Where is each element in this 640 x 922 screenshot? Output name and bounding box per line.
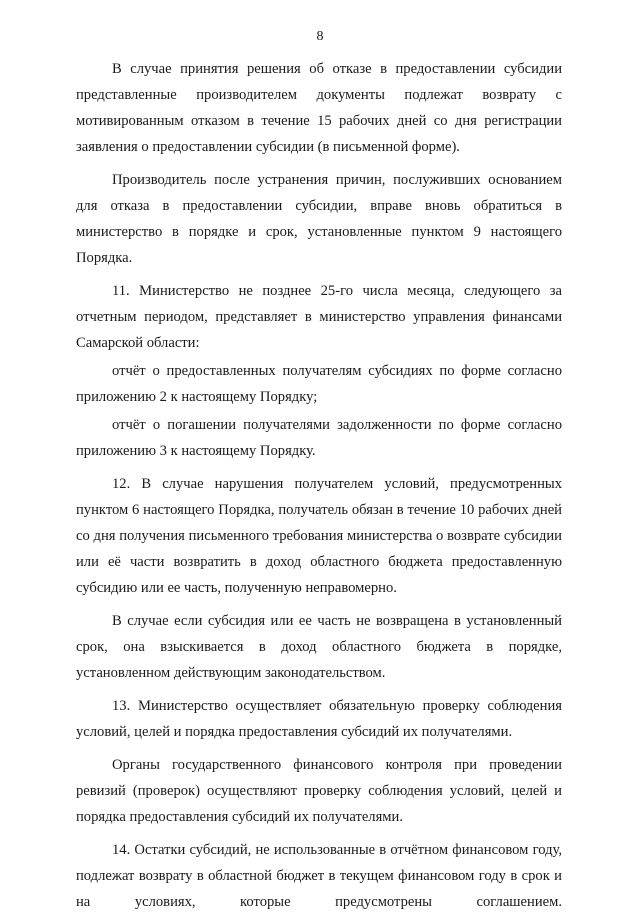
paragraph-financial-control: Органы государственного финансового контроля при проведении ревизий (проверок) осуществляют проверку соблюдения условий, целей и порядка предоставления субсидий их получателями. bbox=[76, 757, 562, 825]
paragraph-item-11: 11. Министерство не позднее 25-го числа месяца, следующего за отчетным периодом, представляет в министерство управления финансами Самарской области: bbox=[76, 283, 562, 351]
paragraph-item-13: 13. Министерство осуществляет обязательную проверку соблюдения условий, целей и порядка предоставления субсидий их получателями. bbox=[76, 698, 562, 740]
document-body bbox=[76, 56, 562, 922]
paragraph-item-14: 14. Остатки субсидий, не использованные в отчётном финансовом году, подлежат возврату в областной бюджет в текущем финансовом году в срок и на условиях, которые предусмотрены соглашением. bbox=[76, 842, 562, 910]
paragraph-report-subsidies: отчёт о предоставленных получателям субсидиях по форме согласно приложению 2 к настоящему Порядку; bbox=[76, 363, 562, 405]
paragraph-reapply: Производитель после устранения причин, послуживших основанием для отказа в предоставлении субсидии, вправе вновь обратиться в министерство в порядке и срок, установленные пунктом 9 настоящего Порядка. bbox=[76, 172, 562, 266]
paragraph-refusal-return: В случае принятия решения об отказе в предоставлении субсидии представленные производителем документы подлежат возврату с мотивированным отказом в течение 15 рабочих дней со дня регистрации заявления о предоставлении субсидии (в письменной форме). bbox=[76, 61, 562, 155]
paragraph-report-debt: отчёт о погашении получателями задолженности по форме согласно приложению 3 к настоящему Порядку. bbox=[76, 417, 562, 459]
paragraph-recovery: В случае если субсидия или ее часть не возвращена в установленный срок, она взыскивается в доход областного бюджета в порядке, установленном действующим законодательством. bbox=[76, 613, 562, 681]
paragraph-item-12: 12. В случае нарушения получателем условий, предусмотренных пунктом 6 настоящего Порядка, получатель обязан в течение 10 рабочих дней со дня получения письменного требования министерства о возврате субсидии или её части возвратить в доход областного бюджета предоставленную субсидию или ее часть, полученную неправомерно. bbox=[76, 476, 562, 596]
page-number: 8 bbox=[316, 29, 324, 44]
